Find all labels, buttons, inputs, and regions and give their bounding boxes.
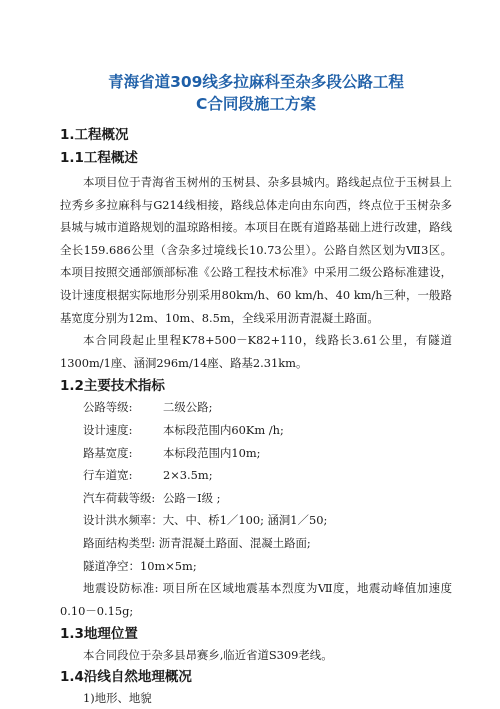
spec-row-load — [60, 487, 452, 510]
overview-paragraph: 本项目位于青海省玉树州的玉树县、杂多县城内。路线起点位于玉树县上拉秀乡多拉麻科与G214线相接，路线总体走向由东向西，终点位于玉树杂多县城与城市道路规划的温琼路相接。本项目在既有道路基础上进行改建，路线全长159.686公里（含杂多过境线长10.73公里）。公路自然区划为Ⅶ3区。本项目按照交通部颁部标准《公路工程技术标准》中采用二级公路标准建设，设计速度根据实际地形分别采用80km/h、60 km/h、40 km/h三种，一般路基宽度分别为12m、10m、8.5m，全线采用沥青混凝土路面。 — [60, 175, 452, 325]
doc-title-line2: C合同段施工方案 — [196, 95, 316, 113]
spec-row-pavement: 路面结构类型: 沥青混凝土路面、混凝土路面; — [83, 535, 311, 550]
section-heading-1-3: 1.3地理位置 — [60, 626, 138, 643]
contract-paragraph: 本合同段起止里程K78+500－K82+110，线路长3.61公里，有隧道1300m/1座、涵洞296m/14座、路基2.31km。 — [60, 333, 452, 370]
spec-row-tunnel: 隧道净空：10m×5m; — [83, 558, 197, 573]
spec-row-seismic: 地震设防标准: 项目所在区域地震基本烈度为Ⅶ度，地震动峰值加速度0.10－0.15g; — [60, 581, 452, 618]
section-heading-1-2: 1.2主要技术指标 — [60, 378, 165, 395]
spec-value: 公路－Ⅰ级 ; — [163, 490, 221, 505]
spec-value: 本标段范围内10m; — [163, 445, 261, 460]
spec-row-grade — [60, 396, 452, 419]
section-heading-1-4: 1.4沿线自然地理概况 — [60, 668, 192, 685]
spec-value: 本标段范围内60Km /h; — [163, 422, 284, 437]
spec-key: 设计速度: — [83, 422, 133, 437]
doc-title-line1: 青海省道309线多拉麻科至杂多段公路工程 — [108, 73, 404, 91]
spec-row-speed — [60, 419, 452, 442]
spec-row-lane — [60, 464, 452, 487]
spec-row-flood: 设计洪水频率：大、中、桥1／100; 涵洞1／50; — [83, 513, 328, 528]
spec-key: 公路等级: — [83, 400, 133, 415]
location-paragraph: 本合同段位于杂多县昂赛乡,临近省道S309老线。 — [83, 648, 333, 663]
section-heading-1-1: 1.1工程概述 — [60, 150, 138, 166]
spec-key: 路基宽度: — [83, 445, 133, 460]
spec-value: 2×3.5m; — [163, 468, 213, 483]
spec-row-width — [60, 442, 452, 465]
spec-key: 汽车荷载等级: — [83, 490, 156, 505]
spec-key: 行车道宽: — [83, 468, 133, 483]
section-heading-1: 1.工程概况 — [60, 127, 129, 143]
spec-value: 二级公路; — [163, 400, 213, 415]
list-item-terrain: 1)地形、地貌 — [83, 690, 152, 705]
